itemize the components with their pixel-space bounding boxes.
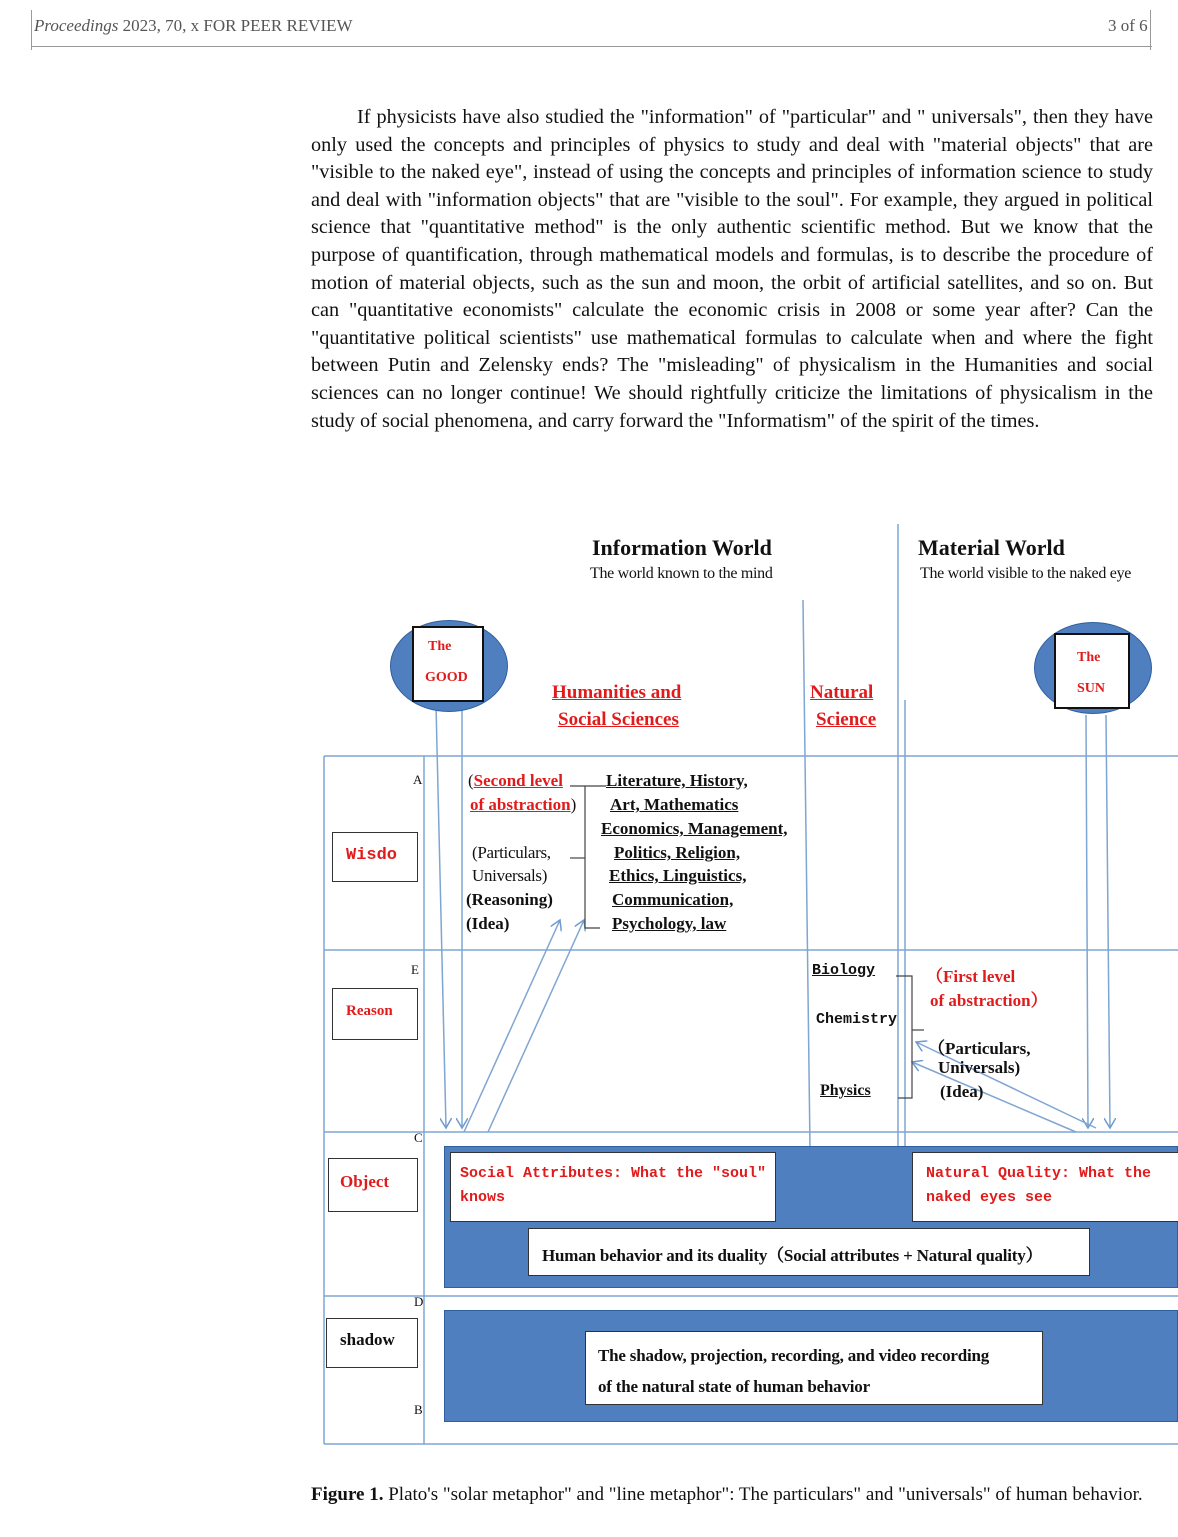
figure-caption	[311, 1482, 1153, 1508]
second-level-close: )	[570, 795, 577, 814]
good-box	[412, 626, 484, 702]
science-chemistry: Chemistry	[816, 1011, 898, 1028]
discipline-6: Communication,	[612, 890, 734, 909]
human-behavior-text: Human behavior and its duality（Social attributes + Natural quality）	[542, 1246, 1043, 1265]
journal-name: Proceedings	[34, 16, 119, 35]
sun-label-1: The	[1077, 650, 1101, 665]
good-arrow-left	[436, 705, 446, 1128]
second-level-label	[468, 771, 563, 791]
natural-heading-1: Natural	[810, 682, 874, 703]
discipline-5: Ethics, Linguistics,	[609, 866, 747, 885]
second-level-label-2	[470, 795, 576, 815]
idea-right-label: (Idea)	[940, 1082, 984, 1101]
natural-quality-2: naked eyes see	[926, 1189, 1053, 1206]
discipline-1: Literature, History,	[606, 771, 748, 790]
discipline-7: Psychology, law	[612, 914, 727, 933]
diagonal-arrow-2	[488, 920, 584, 1132]
discipline-3: Economics, Management,	[601, 819, 788, 838]
discipline-4: Politics, Religion,	[614, 843, 741, 862]
row-shadow-label: shadow	[340, 1330, 395, 1349]
natural-quality-box	[912, 1152, 1178, 1222]
material-world-subtitle: The world visible to the naked eye	[920, 565, 1132, 582]
natural-heading-2: Science	[816, 709, 877, 730]
letter-a: A	[413, 772, 423, 787]
first-level-label-2: of abstraction）	[930, 991, 1048, 1010]
row-object-label: Object	[340, 1172, 390, 1191]
sun-arrow-left	[1086, 715, 1088, 1128]
diagonal-arrow-1	[464, 920, 560, 1132]
row-reason-label: Reason	[346, 1003, 393, 1019]
good-label-2: GOOD	[425, 670, 468, 685]
idea-left-label: (Idea)	[466, 914, 510, 933]
shadow-text-2: of the natural state of human behavior	[598, 1377, 870, 1396]
social-attributes-1: Social Attributes: What the "soul"	[460, 1165, 767, 1182]
sun-label-2: SUN	[1077, 681, 1106, 696]
letter-e: E	[411, 962, 419, 977]
second-level-text-1: Second level	[473, 771, 563, 790]
good-label-1: The	[428, 639, 452, 654]
second-level-open: (	[468, 771, 474, 790]
header-citation: 2023, 70, x FOR PEER REVIEW	[122, 16, 353, 35]
sun-arrow-right	[1106, 715, 1110, 1128]
info-world-title: Information World	[592, 535, 772, 560]
particulars-right-1: （Particulars,	[928, 1039, 1031, 1058]
natural-quality-1: Natural Quality: What the	[926, 1165, 1152, 1182]
caption-label: Figure 1.	[311, 1484, 384, 1505]
sun-box	[1054, 633, 1130, 709]
row-wisdom-label: Wisdo	[346, 846, 398, 865]
info-world-subtitle: The world known to the mind	[590, 565, 773, 582]
science-biology: Biology	[812, 962, 876, 979]
science-physics: Physics	[820, 1082, 871, 1099]
particulars-left-1: (Particulars,	[472, 843, 551, 862]
first-level-label-1: （First level	[926, 967, 1016, 986]
second-level-text-2: of abstraction	[470, 795, 571, 814]
humanities-heading-2: Social Sciences	[558, 709, 679, 730]
particulars-right-2: Universals)	[938, 1058, 1021, 1077]
letter-b: B	[414, 1402, 423, 1417]
body-paragraph: If physicists have also studied the "information" of "particular" and " universals", then they have only used the concepts and principles of physics to study and deal with "material objects" that are "visible to the naked eye", instead of using the concepts and principles of information science to study and deal with "information objects" that are "visible to the soul". For example, they argued in political science that "quantitative method" is the only authentic scientific method. But we know that the purpose of quantification, through mathematical models and formulas, is to describe the procedure of motion of material objects, such as the sun and moon, the orbit of artificial satellites, and so on. But can "quantitative economists" calculate the economic crisis in 2008 or some year after? Can the "quantitative political scientists" use mathematical formulas to calculate when and where the fight between Putin and Zelensky ends? The "misleading" of physicalism in the Humanities and social sciences can no longer continue! We should rightfully criticize the limitations of physicalism in the study of social phenomena, and carry forward the "Informatism" of the spirit of the times.	[311, 106, 1153, 432]
letter-d: D	[414, 1294, 424, 1309]
shadow-text-1: The shadow, projection, recording, and video recording	[598, 1346, 990, 1365]
natural-science-divider	[803, 600, 810, 1148]
particulars-left-2: Universals)	[472, 866, 548, 885]
caption-text: Plato's "solar metaphor" and "line metaphor": The particulars" and "universals" of human behavior.	[388, 1484, 1143, 1505]
discipline-2: Art, Mathematics	[610, 795, 739, 814]
reasoning-label: (Reasoning)	[466, 890, 553, 909]
social-attributes-2: knows	[460, 1189, 506, 1206]
social-attributes-box	[450, 1152, 776, 1222]
material-world-title: Material World	[918, 535, 1065, 560]
humanities-heading-1: Humanities and	[552, 682, 682, 703]
page-number: 3 of 6	[1108, 16, 1148, 35]
letter-c: C	[414, 1130, 423, 1145]
